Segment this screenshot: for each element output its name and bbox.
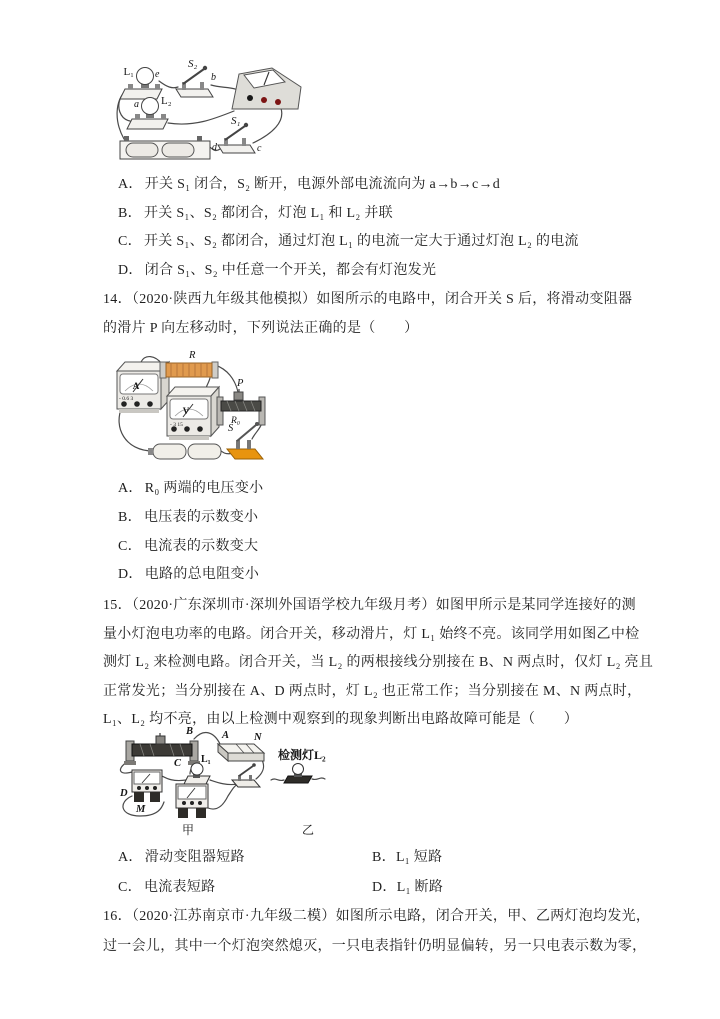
battery-icon	[218, 744, 264, 761]
label-b: b	[211, 72, 216, 83]
option-text: 电路的总电阻变小	[144, 567, 260, 582]
voltmeter-icon	[167, 387, 219, 440]
q14-option-d	[118, 564, 259, 585]
wire	[168, 111, 234, 124]
option-letter: A．	[118, 850, 143, 865]
label-d: D	[120, 788, 128, 799]
resistor-r-icon	[160, 362, 218, 378]
q13-option-a	[118, 174, 500, 195]
label-s1: S₁	[231, 115, 241, 127]
label-b: B	[186, 726, 194, 737]
option-letter: B．	[118, 510, 142, 525]
option-text: 开关 S₁、S₂ 都闭合，通过灯泡 L₁ 的电流一定大于通过灯泡 L₂ 的电流	[143, 234, 579, 249]
q13-option-b	[118, 203, 393, 224]
label-test-lamp: 检测灯L₂	[278, 748, 326, 762]
q15-stem-line-5: L₁、L₂ 均不亮，由以上检测中观察到的现象判断出电路故障可能是（ ）	[103, 712, 579, 727]
option-letter: A．	[118, 481, 143, 496]
option-letter: D．	[372, 880, 397, 895]
q15-stem-line-2: 量小灯泡电功率的电路。闭合开关，移动滑片，灯 L₁ 始终不亮。该同学用如图乙中检	[103, 627, 640, 642]
label-a: a	[134, 99, 139, 110]
option-text: 电流表的示数变大	[143, 539, 259, 554]
q16-stem-line-2: 过一会儿，其中一个灯泡突然熄灭，一只电表指针仍明显偏转，另一只电表示数为零，	[103, 939, 647, 954]
option-text: 电流表短路	[143, 880, 216, 895]
q14-option-c	[118, 536, 258, 557]
ammeter-icon	[232, 68, 301, 109]
label-jia: 甲	[182, 823, 195, 837]
option-letter: D．	[118, 567, 143, 582]
wire	[119, 97, 130, 121]
q16-stem-line-1: 16．（2020·江苏南京市·九年级二模）如图所示电路，闭合开关，甲、乙两灯泡均发光，	[103, 909, 651, 924]
battery-icon	[148, 444, 221, 459]
q15-circuit-figure	[106, 724, 396, 842]
label-l1: L₁	[201, 754, 211, 765]
option-text: 闭合 S₁、S₂ 中任意一个开关，都会有灯泡发光	[144, 263, 437, 278]
q15-option-d	[372, 877, 443, 898]
ammeter-terminal-values: - 0.6 3	[119, 396, 134, 402]
option-letter: D．	[118, 263, 143, 278]
switch-icon	[232, 763, 260, 787]
option-text: 滑动变阻器短路	[144, 850, 245, 865]
q13-option-d	[118, 260, 436, 281]
lamp-l1-icon	[184, 763, 210, 784]
wire	[253, 104, 282, 143]
q15-stem-line-1: 15．（2020·广东深圳市·深圳外国语学校九年级月考）如图甲所示是某同学连接好的测	[103, 598, 636, 613]
wire	[159, 81, 178, 88]
label-l2: L₂	[161, 95, 172, 107]
rheostat-icon	[124, 733, 200, 765]
q14-stem-line-1: 14．（2020·陕西九年级其他模拟）如图所示的电路中，闭合开关 S 后，将滑动变阻器	[103, 292, 633, 307]
option-text: 开关 S₁ 闭合，S₂ 断开，电源外部电流流向为 a→b→c→d	[144, 177, 501, 192]
q13-option-c	[118, 231, 579, 252]
label-s2: S₂	[188, 58, 198, 70]
option-letter: A．	[118, 177, 143, 192]
option-letter: B．	[372, 850, 396, 865]
test-lamp-l2-icon	[271, 764, 325, 784]
wire	[162, 776, 186, 781]
label-m: M	[136, 804, 146, 815]
voltmeter-terminal-values: - 3 15	[170, 422, 183, 428]
voltmeter-icon	[176, 784, 208, 818]
option-letter: C．	[118, 880, 142, 895]
battery-icon	[120, 136, 210, 159]
label-yi: 乙	[302, 823, 315, 837]
label-a: A	[222, 730, 230, 741]
q14-circuit-figure	[107, 349, 269, 469]
q15-option-b	[372, 847, 442, 868]
option-text: R₀ 两端的电压变小	[144, 481, 264, 496]
label-d: d	[212, 142, 217, 153]
option-letter: C．	[118, 234, 142, 249]
label-s: S	[228, 423, 234, 434]
option-text: L₁ 短路	[395, 850, 443, 865]
label-ammeter: A	[132, 381, 140, 391]
label-c: C	[174, 758, 182, 769]
label-c: c	[257, 143, 262, 154]
q14-option-a	[118, 478, 263, 499]
q15-option-c	[118, 877, 215, 898]
q14-option-b	[118, 507, 258, 528]
option-text: L₁ 断路	[396, 880, 444, 895]
option-text: 电压表的示数变小	[143, 510, 259, 525]
label-p: P	[237, 378, 244, 389]
switch-s2-icon	[176, 66, 213, 97]
label-n: N	[254, 732, 262, 743]
label-e: e	[155, 69, 160, 80]
wire	[208, 784, 238, 809]
label-r: R	[189, 350, 196, 361]
label-l1: L₁	[123, 66, 134, 78]
ammeter-icon	[132, 770, 162, 802]
option-letter: B．	[118, 206, 142, 221]
q15-option-a	[118, 847, 245, 868]
q15-stem-line-4: 正常发光；当分别接在 A、D 两点时，灯 L₂ 也正常工作；当分别接在 M、N 两点时，	[103, 684, 642, 699]
rheostat-r0-icon	[217, 389, 265, 425]
option-text: 开关 S₁、S₂ 都闭合，灯泡 L₁ 和 L₂ 并联	[143, 206, 393, 221]
label-r0: R₀	[231, 416, 241, 426]
q14-stem-line-2: 的滑片 P 向左移动时，下列说法正确的是（ ）	[103, 321, 419, 336]
wire	[256, 760, 264, 779]
q13-circuit-figure	[112, 57, 307, 165]
option-letter: C．	[118, 539, 142, 554]
q15-stem-line-3: 测灯 L₂ 来检测电路。闭合开关，当 L₂ 的两根接线分别接在 B、N 两点时，仅灯 L₂ 亮且	[103, 655, 654, 670]
label-voltmeter: V	[182, 406, 190, 416]
switch-s1-icon	[218, 123, 255, 153]
wire	[119, 407, 153, 451]
